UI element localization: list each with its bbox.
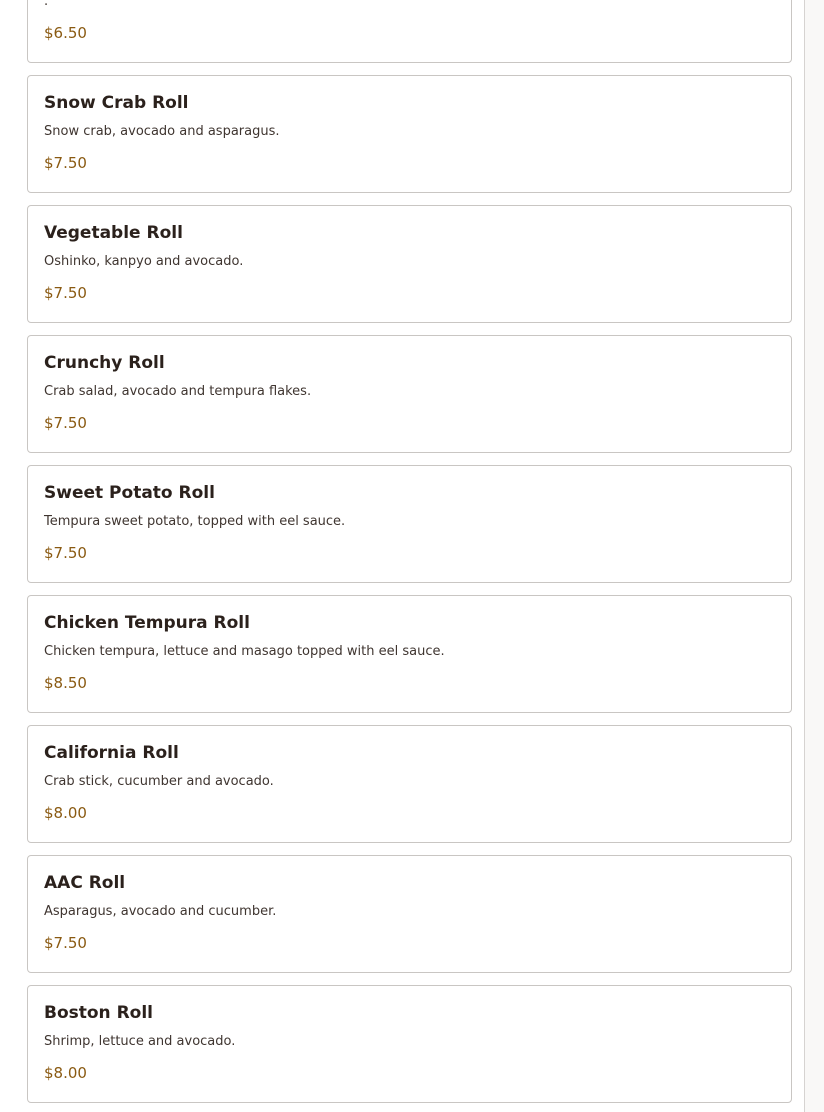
menu-item-price: $8.50 xyxy=(44,674,87,692)
menu-item-name: Snow Crab Roll xyxy=(44,93,189,113)
menu-item-description: . xyxy=(44,0,49,9)
menu-item-price: $8.00 xyxy=(44,1064,87,1082)
menu-item-name: Sweet Potato Roll xyxy=(44,483,215,503)
menu-item-price: $8.00 xyxy=(44,804,87,822)
menu-item-card[interactable] xyxy=(27,0,792,63)
menu-item-price: $6.50 xyxy=(44,24,87,42)
menu-item-description: Asparagus, avocado and cucumber. xyxy=(44,904,277,919)
menu-item-card[interactable] xyxy=(27,205,792,323)
menu-item-name: Chicken Tempura Roll xyxy=(44,613,250,633)
menu-item-card[interactable] xyxy=(27,985,792,1103)
menu-item-name: AAC Roll xyxy=(44,873,126,893)
menu-item-name: Crunchy Roll xyxy=(44,353,165,373)
menu-item-description: Oshinko, kanpyo and avocado. xyxy=(44,254,244,269)
menu-item-name: Boston Roll xyxy=(44,1003,154,1023)
menu-item-price: $7.50 xyxy=(44,154,87,172)
menu-item-description: Crab stick, cucumber and avocado. xyxy=(44,774,274,789)
menu-item-price: $7.50 xyxy=(44,934,87,952)
menu-item-card[interactable] xyxy=(27,335,792,453)
menu-item-card[interactable] xyxy=(27,595,792,713)
menu-item-description: Chicken tempura, lettuce and masago topped with eel sauce. xyxy=(44,644,445,659)
menu-item-description: Snow crab, avocado and asparagus. xyxy=(44,124,280,139)
menu-item-card[interactable] xyxy=(27,75,792,193)
menu-item-card[interactable] xyxy=(27,465,792,583)
menu-item-card[interactable] xyxy=(27,855,792,973)
menu-item-name: Vegetable Roll xyxy=(44,223,183,243)
menu-item-card[interactable] xyxy=(27,725,792,843)
menu-item-price: $7.50 xyxy=(44,414,87,432)
menu-item-description: Tempura sweet potato, topped with eel sauce. xyxy=(44,514,346,529)
menu-item-list xyxy=(27,0,792,1112)
menu-item-price: $7.50 xyxy=(44,284,87,302)
menu-item-description: Crab salad, avocado and tempura flakes. xyxy=(44,384,312,399)
menu-item-name: California Roll xyxy=(44,743,179,763)
menu-item-price: $7.50 xyxy=(44,544,87,562)
menu-item-description: Shrimp, lettuce and avocado. xyxy=(44,1034,236,1049)
